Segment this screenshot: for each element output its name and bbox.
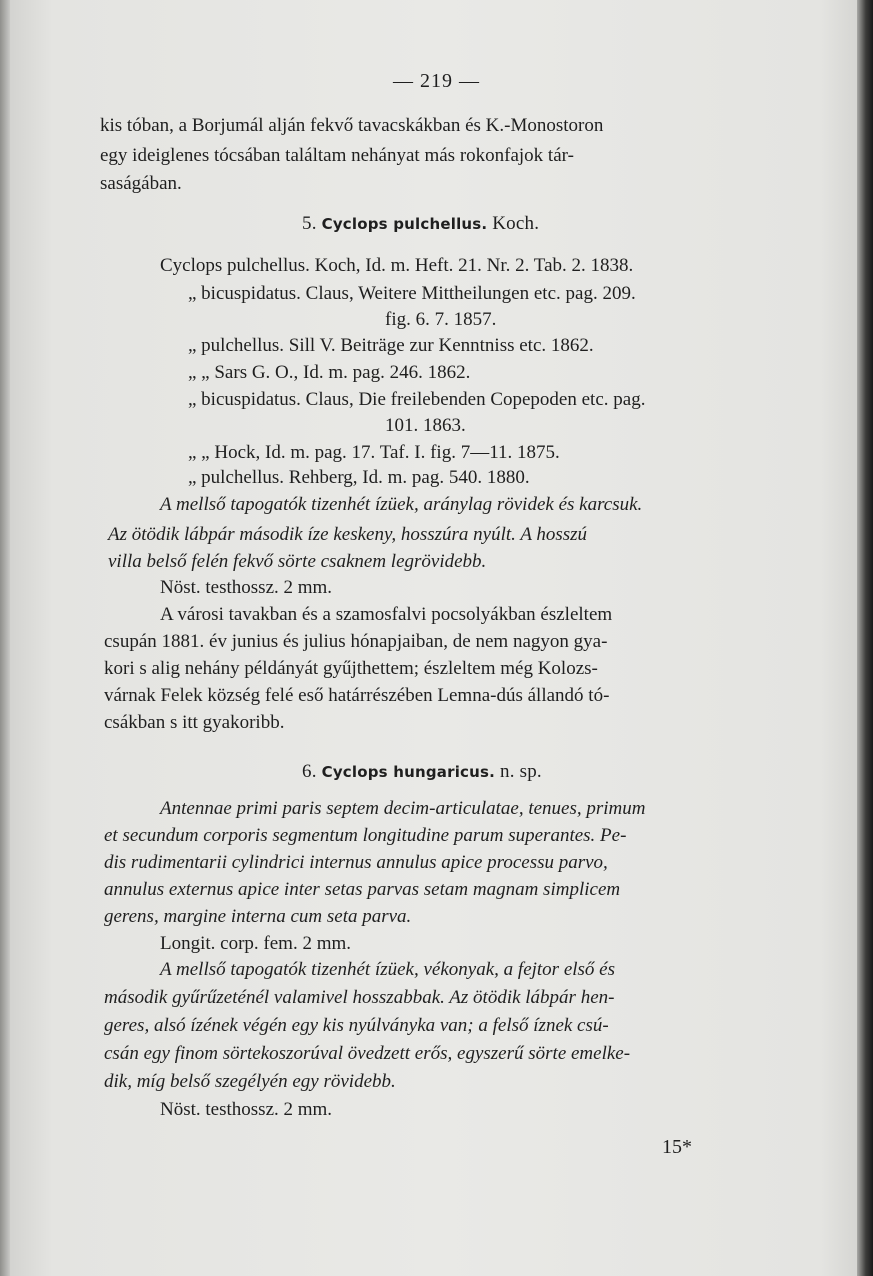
size5: Nöst. testhossz. 2 mm. (160, 577, 333, 598)
species5-heading (302, 212, 539, 236)
habitat5-line-5: csákban s itt gyakoribb. (104, 712, 285, 733)
synonymy5-line-7: 101. 1863. (385, 415, 466, 436)
desc6-hu-line-1: A mellső tapogatók tizenhét ízüek, vékonyak, a fejtor első és (160, 959, 616, 980)
species5-author: Koch. (492, 213, 540, 234)
species5-name: Cyclops pulchellus. (321, 215, 488, 233)
size6-latin: Longit. corp. fem. 2 mm. (160, 933, 352, 954)
species6-number: 6. (302, 761, 317, 782)
habitat5-line-3: kori s alig nehány példányát gyűjthettem; észleltem még Kolozs- (104, 658, 598, 679)
synonymy5-line-2: „ bicuspidatus. Claus, Weitere Mittheilungen etc. pag. 209. (188, 283, 636, 304)
desc6-hu-line-2: második gyűrűzeténél valamivel hosszabbak. Az ötödik lábpár hen- (104, 987, 615, 1008)
desc6-la-line-4: annulus externus apice inter setas parvas setam magnam simplicem (104, 879, 621, 900)
synonymy5-line-1: Cyclops pulchellus. Koch, Id. m. Heft. 21. Nr. 2. Tab. 2. 1838. (160, 255, 634, 276)
desc6-hu-line-3: geres, alsó ízének végén egy kis nyúlványka van; a felső íznek csú- (104, 1015, 609, 1036)
habitat5-line-1: A városi tavakban és a szamosfalvi pocsolyákban észleltem (160, 604, 613, 625)
synonymy5-line-8: „ „ Hock, Id. m. pag. 17. Taf. I. fig. 7—11. 1875. (188, 442, 560, 463)
species6-heading (302, 760, 542, 784)
desc6-hu-line-4: csán egy finom sörtekoszorúval övedzett erős, egyszerű sörte emelke- (104, 1043, 631, 1064)
book-spine-shadow (857, 0, 873, 1276)
desc5-line-1: A mellső tapogatók tizenhét ízüek, aránylag rövidek és karcsuk. (160, 494, 643, 515)
synonymy5-line-3: fig. 6. 7. 1857. (385, 309, 497, 330)
species6-author: n. sp. (500, 761, 542, 782)
synonymy5-line-6: „ bicuspidatus. Claus, Die freilebenden Copepoden etc. pag. (188, 389, 646, 410)
desc6-la-line-3: dis rudimentarii cylindrici internus annulus apice processu parvo, (104, 852, 608, 873)
desc6-la-line-2: et secundum corporis segmentum longitudine parum superantes. Pe- (104, 825, 627, 846)
desc6-hu-line-5: dik, míg belső szegélyén egy rövidebb. (104, 1071, 396, 1092)
synonymy5-line-4: „ pulchellus. Sill V. Beiträge zur Kenntniss etc. 1862. (188, 335, 594, 356)
desc5-line-2: Az ötödik lábpár második íze keskeny, hosszúra nyúlt. A hosszú (108, 524, 588, 545)
intro-line-3: saságában. (100, 173, 182, 194)
habitat5-line-2: csupán 1881. év junius és julius hónapjaiban, de nem nagyon gya- (104, 631, 608, 652)
intro-line-2: egy ideiglenes tócsában találtam nehányat más rokonfajok tár- (100, 145, 574, 166)
desc6-la-line-5: gerens, margine interna cum seta parva. (104, 906, 412, 927)
habitat5-line-4: várnak Felek község felé eső határrészében Lemna-dús állandó tó- (104, 685, 610, 706)
size6-hungarian: Nöst. testhossz. 2 mm. (160, 1099, 333, 1120)
synonymy5-line-9: „ pulchellus. Rehberg, Id. m. pag. 540. 1880. (188, 467, 530, 488)
species6-name: Cyclops hungaricus. (321, 763, 496, 781)
desc6-la-line-1: Antennae primi paris septem decim-articulatae, tenues, primum (160, 798, 646, 819)
synonymy5-line-5: „ „ Sars G. O., Id. m. pag. 246. 1862. (188, 362, 471, 383)
page-number: — 219 — (393, 70, 480, 92)
intro-line-1: kis tóban, a Borjumál alján fekvő tavacskákban és K.-Monostoron (100, 115, 604, 136)
species5-number: 5. (302, 213, 317, 234)
page-left-edge-shadow (0, 0, 10, 1276)
printer-signature: 15* (662, 1136, 692, 1158)
desc5-line-3: villa belső felén fekvő sörte csaknem legrövidebb. (108, 551, 487, 572)
